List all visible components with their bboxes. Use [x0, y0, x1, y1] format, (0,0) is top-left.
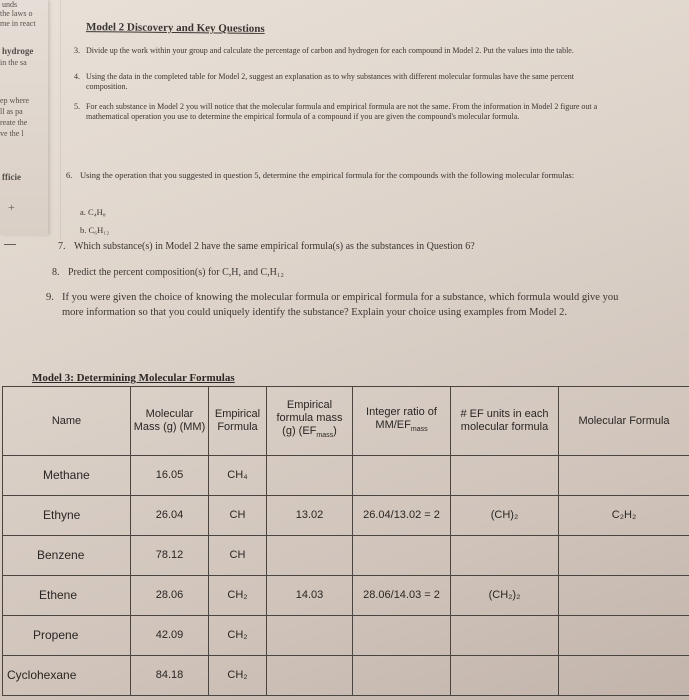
underlying-text: unds — [2, 0, 18, 9]
table-row — [3, 616, 689, 656]
cell-integer-ratio[interactable] — [353, 456, 451, 496]
cell-name: Ethyne — [3, 496, 131, 536]
cell-integer-ratio[interactable] — [353, 616, 451, 656]
cell-empirical-formula-mass[interactable] — [267, 656, 353, 696]
cell-empirical-formula-mass[interactable] — [267, 616, 353, 656]
underlying-text: hydroge — [2, 46, 34, 56]
cell-name: Propene — [3, 616, 131, 656]
cell-empirical-formula: CH₂ — [209, 616, 267, 656]
underlying-text: ve the l — [0, 129, 24, 138]
cell-molecular-mass: 16.05 — [131, 456, 209, 496]
cell-empirical-formula: CH — [209, 536, 267, 576]
cell-molecular-mass: 26.04 — [131, 496, 209, 536]
header-name: Name — [3, 387, 131, 456]
cell-empirical-formula-mass[interactable]: 13.02 — [267, 496, 353, 536]
cell-empirical-formula: CH — [209, 496, 267, 536]
question-6b: b. C₆H₁₂ — [80, 225, 110, 235]
table-row — [3, 656, 689, 696]
table-row — [3, 536, 689, 576]
underlying-text: ll as pa — [0, 107, 23, 116]
cell-ef-units[interactable]: (CH)₂ — [451, 496, 559, 536]
cell-empirical-formula: CH₄ — [209, 456, 267, 496]
cell-molecular-formula[interactable] — [559, 536, 689, 576]
molecular-formulas-table — [2, 386, 689, 696]
table-row — [3, 496, 689, 536]
cell-integer-ratio[interactable] — [353, 536, 451, 576]
cell-molecular-formula[interactable] — [559, 576, 689, 616]
header-molecular-mass: Molecular Mass (g) (MM) — [131, 387, 209, 456]
underlying-text: the laws o — [0, 9, 33, 18]
underlying-text: ep where — [0, 96, 30, 105]
cell-ef-units[interactable]: (CH₂)₂ — [451, 576, 559, 616]
model3-title: Model 3: Determining Molecular Formulas — [32, 372, 235, 384]
dash-mark — [4, 244, 16, 245]
cell-molecular-mass: 42.09 — [131, 616, 209, 656]
underlying-text: me in react — [0, 19, 36, 28]
question-6a: a. C₄H₈ — [80, 207, 106, 217]
header-empirical-formula: Empirical Formula — [209, 387, 267, 456]
cell-name: Benzene — [3, 536, 131, 576]
cell-integer-ratio[interactable] — [353, 656, 451, 696]
cell-empirical-formula-mass[interactable]: 14.03 — [267, 576, 353, 616]
sheet-edge — [60, 0, 61, 240]
cell-empirical-formula-mass[interactable] — [267, 536, 353, 576]
cell-ef-units[interactable] — [451, 536, 559, 576]
table-header-row — [3, 387, 689, 456]
cell-empirical-formula: CH₂ — [209, 576, 267, 616]
table-row — [3, 456, 689, 496]
plus-mark: + — [8, 200, 15, 214]
cell-ef-units[interactable] — [451, 616, 559, 656]
header-molecular-formula: Molecular Formula — [559, 387, 689, 456]
underlying-text: fficie — [2, 172, 21, 182]
underlying-text: reate the — [0, 118, 28, 127]
cell-name: Cyclohexane — [3, 656, 131, 696]
cell-molecular-formula[interactable] — [559, 656, 689, 696]
cell-molecular-mass: 78.12 — [131, 536, 209, 576]
header-empirical-formula-mass: Empirical formula mass (g) $(EF_{mass})$ — [267, 387, 353, 456]
worksheet-photo: unds the laws o me in react hydroge in the sa ep where ll as pa reate the ve the l fficie + Model 2 Discovery and Key Questions 3. Divide up the work within your group and calculate the percentage of carbon and hydrogen for each compound in Model 2. Put the values into the table. 4. Using the data in the completed table for Model 2, suggest an explanation as to why substances with different molecular formulas have the same percent composition. 5. For each substance in Model 2 you will notice that the molecular formula and empirical formula are not the same. From the information in Model 2 figure out a mathematical operation you use to determine the empirical formula of a compound if you are given the compound's molecular formula. 6. Using the operation that you suggested in question 5, determine the empirical formula for the compounds with the following molecular formulas: a. C₄H₈ b. C₆H₁₂ 7. Which substance(s) in Model 2 have the same empirical formula(s) as the substances in Question 6? 8. Predict the percent composition(s) for C,H, and C,H₁₂ 9. If you were given the choice of knowing the molecular formula or empirical formula for a substance, which formula would give you more information so that you could uniquely identify the substance? Explain your choice using examples from Model 2. Model 3: Determining Molecular Formulas Name Molecular Mass (g) (MM) Empirical Formula Empirical formula mass (g) $(EF_{mass})$ Integer ratio of $MM/EF_{mass}$ # EF units in each molecular formula Molecular Formula Methane 16.05 CH₄ Ethyne 26.04 CH 13.02 26.04/13.02 = 2 (CH)₂ C₂H₂ Benzene 78.12 CH Ethene 28.06 CH₂ 14.03 28.06/14.03 = 2 (CH₂)₂ Propene 42.09 CH₂ Cyclohexane 84.18 CH₂ — [0, 0, 689, 700]
cell-ef-units[interactable] — [451, 456, 559, 496]
model2-title: Model 2 Discovery and Key Questions — [85, 21, 265, 35]
cell-ef-units[interactable] — [451, 656, 559, 696]
cell-empirical-formula-mass[interactable] — [267, 456, 353, 496]
cell-molecular-formula[interactable] — [559, 456, 689, 496]
cell-integer-ratio[interactable]: 26.04/13.02 = 2 — [353, 496, 451, 536]
cell-molecular-mass: 84.18 — [131, 656, 209, 696]
cell-empirical-formula: CH₂ — [209, 656, 267, 696]
cell-molecular-mass: 28.06 — [131, 576, 209, 616]
cell-name: Ethene — [3, 576, 131, 616]
cell-molecular-formula[interactable] — [559, 616, 689, 656]
table-row — [3, 576, 689, 616]
underlying-text: in the sa — [0, 58, 27, 67]
header-integer-ratio: Integer ratio of $MM/EF_{mass}$ — [353, 387, 451, 456]
cell-molecular-formula[interactable]: C₂H₂ — [559, 496, 689, 536]
cell-name: Methane — [3, 456, 131, 496]
header-ef-units: # EF units in each molecular formula — [451, 387, 559, 456]
cell-integer-ratio[interactable]: 28.06/14.03 = 2 — [353, 576, 451, 616]
